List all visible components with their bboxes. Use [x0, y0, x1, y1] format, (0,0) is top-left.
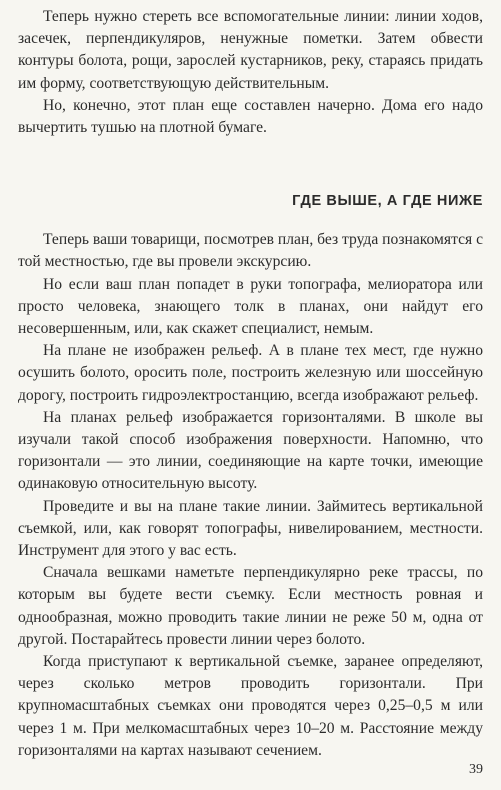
paragraph: Проведите и вы на плане такие линии. Займитесь вертикальной съемкой, или, как говорят топографы, нивелированием, местности. Инструмент для этого у вас есть.	[18, 497, 483, 560]
paragraph: Сначала вешками наметьте перпендикулярно реке трассы, по которым вы будете вести съемку. Если местность ровная и однообразная, можно проводить такие линии не реже 50 м, одна от другой. Постарайтесь провести линии через болото.	[18, 564, 483, 648]
paragraph: Но если ваш план попадет в руки топографа, мелиоратора или просто человека, знающего толк в планах, они найдут его несовершенным, или, как скажет специалист, немым.	[18, 275, 483, 338]
page-number: 39	[469, 762, 483, 777]
paragraph: На планах рельеф изображается горизонталями. В школе вы изучали такой способ изображения поверхности. Напомню, что горизонтали — это линии, соединяющие на карте точки, имеющие одинаковую относительную высоту.	[18, 408, 483, 493]
paragraph: Теперь нужно стереть все вспомогательные линии: линии ходов, засечек, перпендикуляров, ненужные пометки. Затем обвести контуры болота, рощи, зарослей кустарников, реку, стараясь придать им форму, соответствующую действительным.	[18, 8, 483, 92]
paragraph: Но, конечно, этот план еще составлен начерно. Дома его надо вычертить тушью на плотной бумаге.	[18, 96, 483, 137]
paragraph: Теперь ваши товарищи, посмотрев план, без труда познакомятся с той местностью, где вы провели экскурсию.	[18, 231, 483, 271]
section-heading: ГДЕ ВЫШЕ, А ГДЕ НИЖЕ	[292, 193, 483, 210]
paragraph: Когда приступают к вертикальной съемке, заранее определяют, через сколько метров проводить горизонтали. При крупномасштабных съемках они проводятся через 0,25–0,5 м или через 1 м. При мелкомасштабных через 10–20 м. Расстояние между горизонталями на картах называют сечением.	[18, 653, 483, 759]
paragraph: На плане не изображен рельеф. А в плане тех мест, где нужно осушить болото, оросить поле, построить железную или шоссейную дорогу, построить гидроэлектростанцию, всегда изображают рельеф.	[18, 342, 483, 404]
